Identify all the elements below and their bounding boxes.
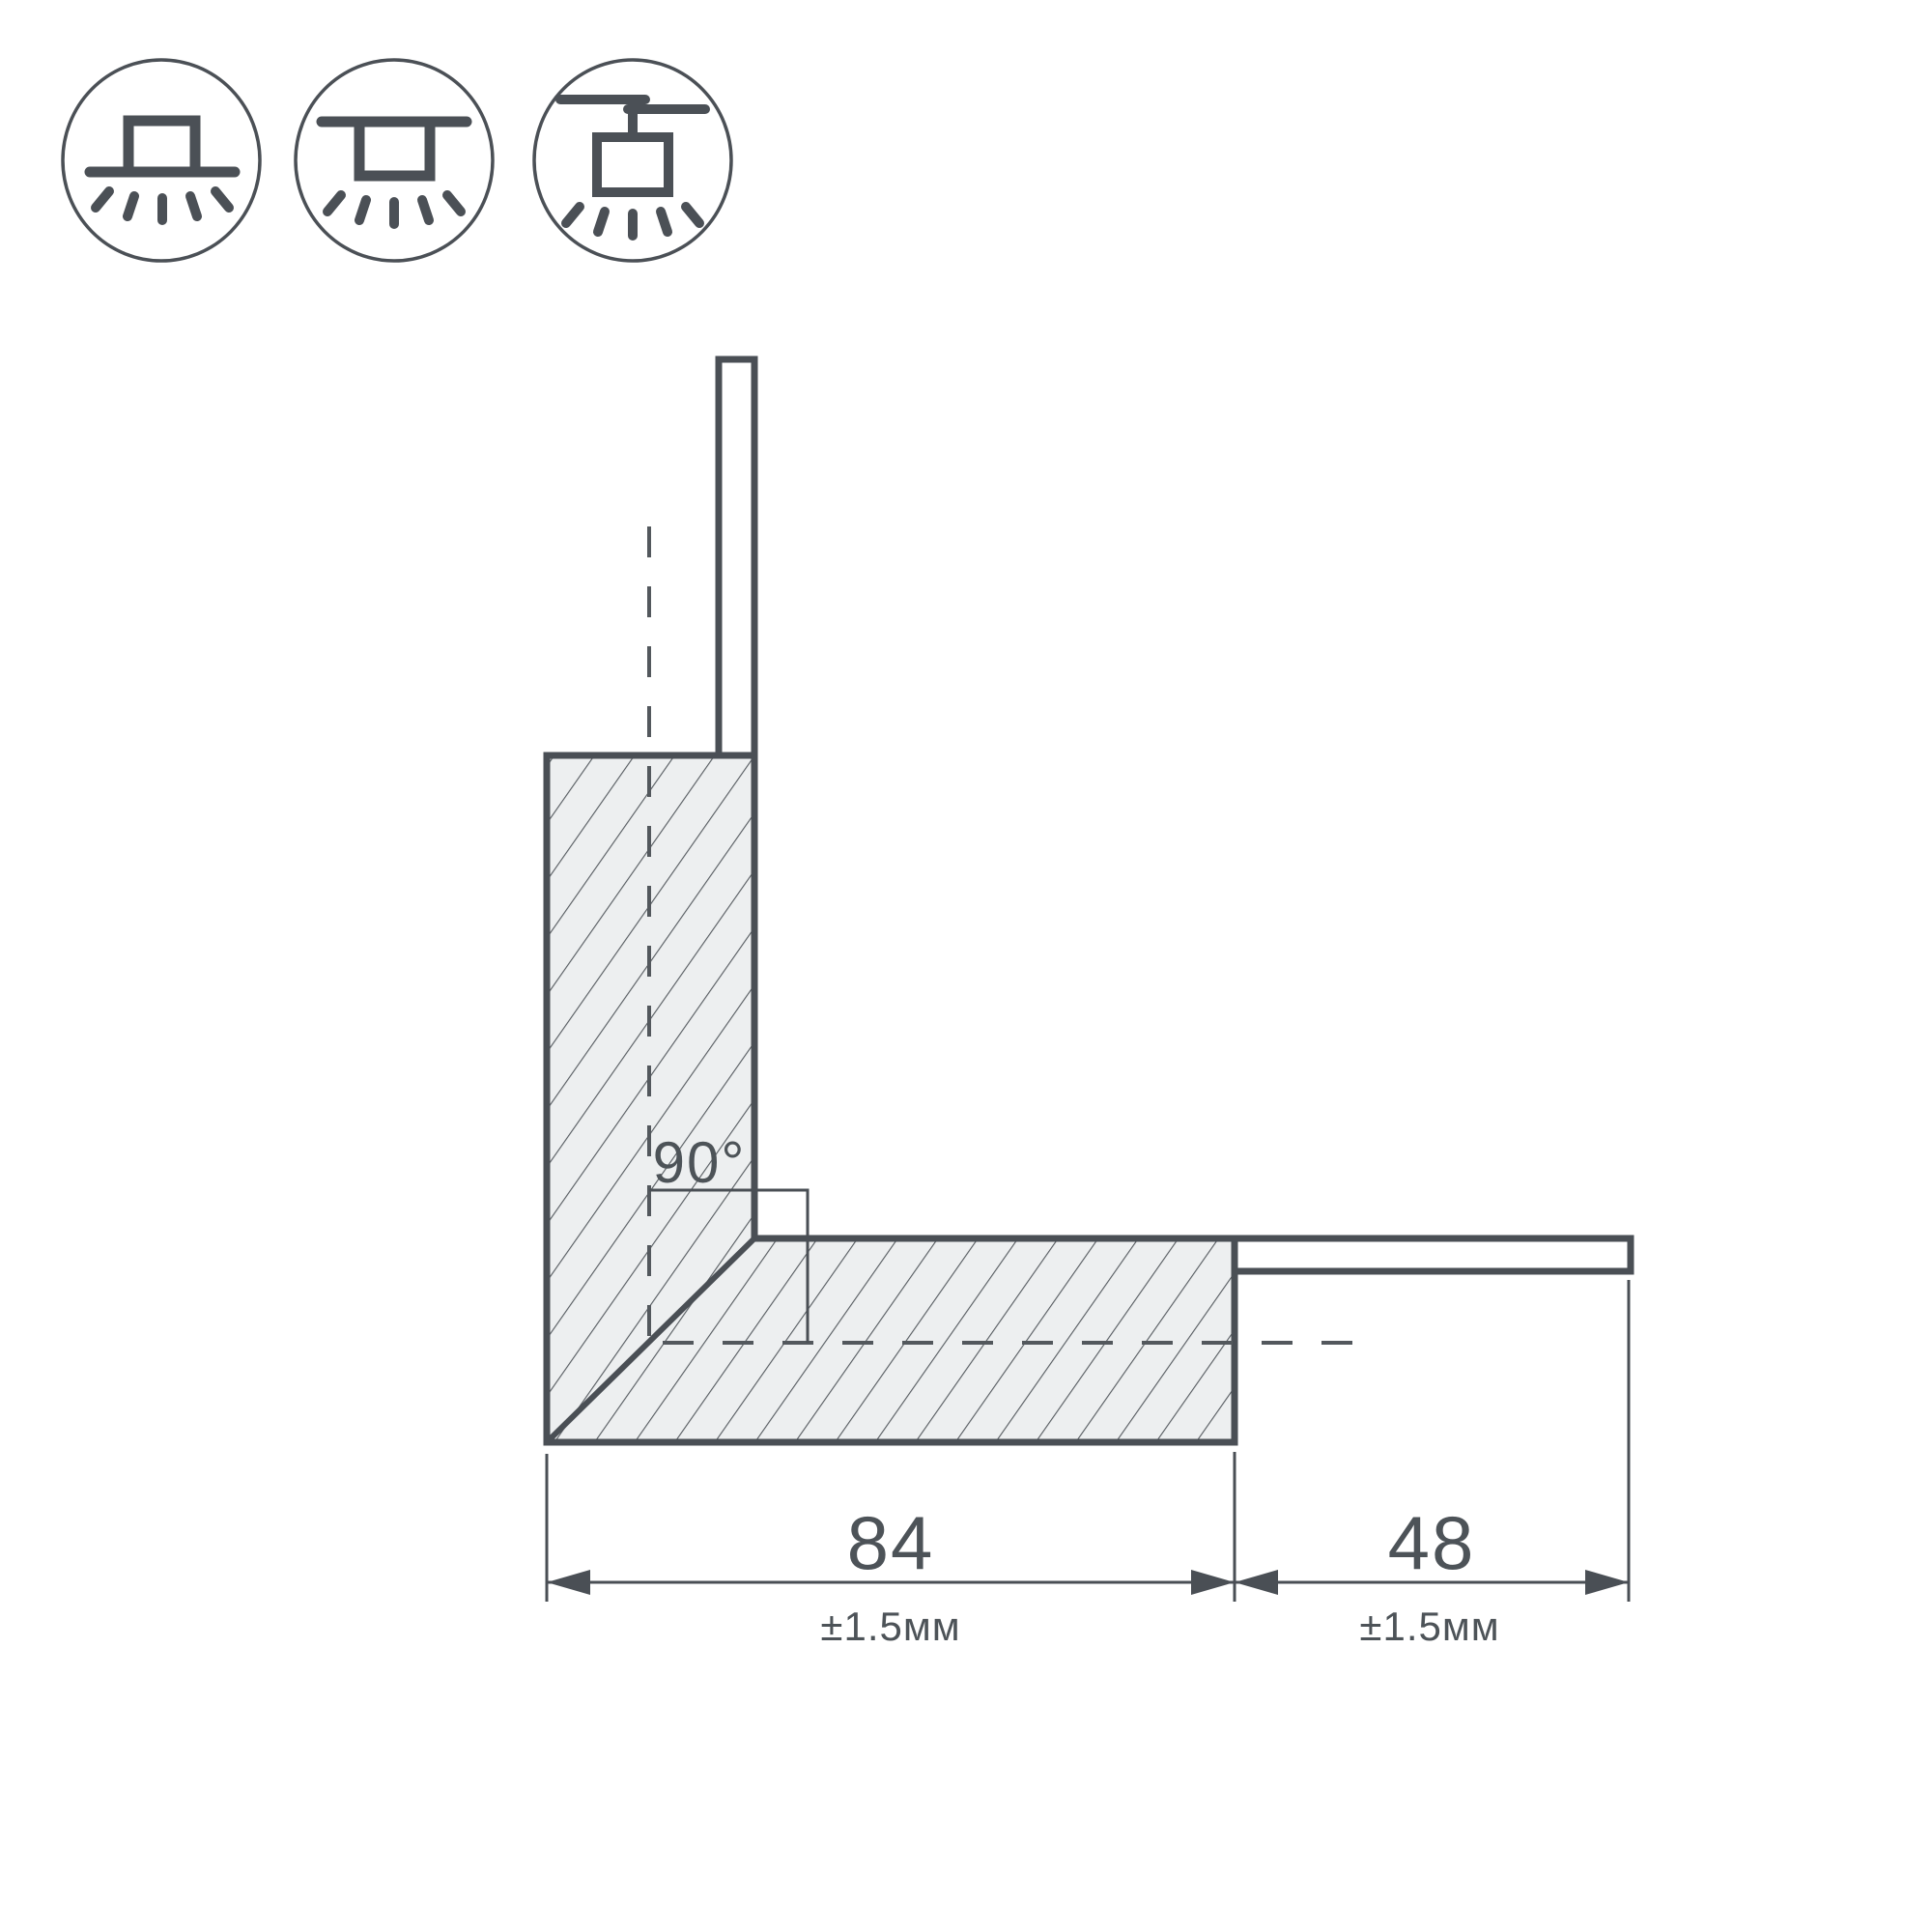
lamp-body [359,122,430,176]
dimension-tolerance: ±1.5мм [820,1604,961,1649]
dimension-tolerance: ±1.5мм [1359,1604,1500,1649]
dimension-48 [1235,1280,1629,1649]
horizontal-flange-strip [1235,1238,1631,1271]
light-rays [566,207,699,236]
lamp-body [128,121,195,172]
arrowhead-left [1235,1570,1278,1595]
mounting-icons [63,60,731,261]
dimension-value: 48 [1387,1500,1476,1585]
arrowhead-right [1191,1570,1235,1595]
light-rays [327,195,461,224]
surface-mount-icon [63,60,260,261]
angle-label: 90° [652,1130,747,1195]
light-rays [96,191,229,220]
arrowhead-left [547,1570,590,1595]
lamp-body [597,137,668,192]
profile-section [547,359,1631,1442]
recessed-mount-icon [296,60,493,261]
icon-circle [296,60,493,261]
arrowhead-right [1585,1570,1629,1595]
dimension-value: 84 [846,1500,935,1585]
dimension-84 [547,1452,1235,1649]
vertical-flange-strip [719,359,754,755]
suspended-mount-icon [534,60,731,261]
icon-circle [63,60,260,261]
